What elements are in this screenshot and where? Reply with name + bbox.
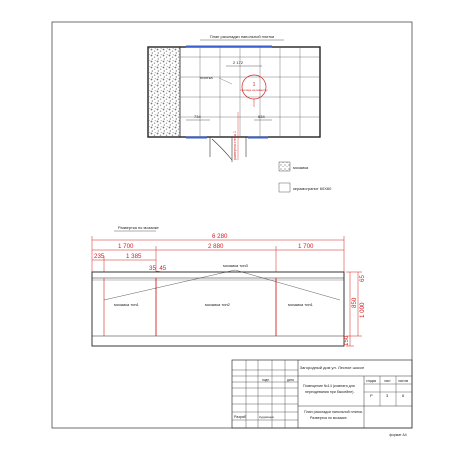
- stamp-val-list: 3: [386, 393, 389, 398]
- label-top-mosaic: мозаика тип3: [223, 263, 248, 268]
- stamp-col-stadiya: стадия: [366, 379, 377, 383]
- elevation-outline: [92, 272, 344, 346]
- dim-seg-right: 1 700: [298, 243, 314, 250]
- stamp-val-listov: 6: [402, 393, 405, 398]
- stamp-val-stadiya: Р: [370, 393, 373, 398]
- label-mid-mosaic: мозаика тип2: [205, 302, 230, 307]
- tile-grid: [180, 47, 320, 137]
- stamp-col-list: лист: [384, 379, 391, 383]
- plan-dim-left: 734: [194, 114, 201, 119]
- legend: [279, 162, 332, 192]
- stamp-sheet-2: Развертка по мозаике.: [310, 416, 348, 420]
- legend-ceramic-label: керамогранит 60Х60: [293, 186, 332, 191]
- legend-ceramic-swatch: [279, 183, 290, 192]
- plan-title: План раскладки напольной плитки: [209, 34, 275, 39]
- legend-mosaic-label: мозаика: [293, 165, 309, 170]
- label-right-mosaic: мозаика тип1: [288, 302, 313, 307]
- stamp-col-listov: листов: [398, 379, 409, 383]
- plitka-label: плитка: [200, 75, 213, 80]
- plan-dim-right: 634: [258, 114, 265, 119]
- stamp-project: Загородный дом ул. Лесное шоссе: [299, 365, 365, 370]
- arrow-number: 1: [252, 82, 256, 88]
- mosaic-area: [149, 48, 180, 136]
- dim-total: 6 280: [212, 233, 228, 240]
- arrow-caption: при виде на развертку: [240, 89, 268, 92]
- dim-h150: 150: [343, 335, 350, 346]
- floor-plan: [148, 34, 320, 162]
- stamp-format: формат А4: [389, 433, 407, 437]
- dim-1385: 1 385: [126, 253, 142, 260]
- stamp-razrab-name: Кудрявцев: [259, 415, 274, 419]
- side-note: развертка стены 1: [233, 131, 237, 160]
- dim-h850: 850: [351, 297, 358, 308]
- dim-235: 235: [94, 253, 105, 260]
- dim-h65: 65: [359, 275, 366, 282]
- dim-seg-left: 1 700: [118, 243, 134, 250]
- stamp-col-podp: подп.: [262, 378, 270, 382]
- elevation: [92, 225, 366, 346]
- stamp-col-data: дата: [287, 378, 294, 382]
- dim-seg-mid: 2 880: [208, 243, 224, 250]
- dim-h1000: 1 000: [359, 302, 366, 318]
- stamp-room-2: переодевания при бассейне).: [305, 390, 355, 394]
- plan-dim-top: 2 172: [233, 60, 244, 65]
- stamp-razrab-label: Разраб: [234, 415, 246, 419]
- elevation-title: Развертка по мозаике: [118, 225, 159, 230]
- dim-angle: 35_45: [149, 265, 167, 272]
- stamp-room-1: Помещение №14 (комната для: [303, 384, 355, 388]
- label-left-mosaic: мозаика тип1: [114, 302, 139, 307]
- stamp-sheet-1: План раскладки напольной плитки.: [304, 410, 363, 414]
- door: [210, 137, 246, 162]
- legend-mosaic-swatch: [279, 162, 290, 171]
- view-arrow-marker: [241, 75, 269, 107]
